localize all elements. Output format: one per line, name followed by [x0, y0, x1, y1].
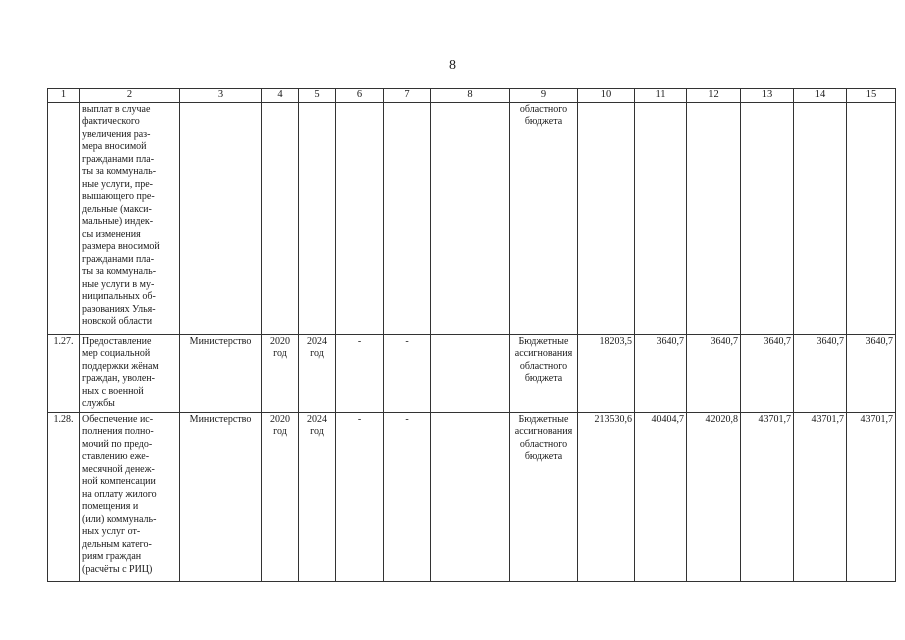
column-6-value: - — [336, 412, 384, 581]
column-header: 3 — [180, 89, 262, 103]
column-header: 11 — [635, 89, 687, 103]
executor: Министерство — [180, 412, 262, 581]
start-year — [262, 102, 299, 334]
executor — [180, 102, 262, 334]
table-row — [48, 334, 896, 412]
table-row — [48, 102, 896, 334]
amount-2024: 3640,7 — [847, 334, 896, 412]
row-number: 1.28. — [48, 412, 80, 581]
column-header: 10 — [578, 89, 635, 103]
column-8-value — [431, 334, 510, 412]
column-header: 12 — [687, 89, 741, 103]
header-row — [48, 89, 896, 103]
column-header: 7 — [384, 89, 431, 103]
measure-description: Обеспечение ис- полнения полно- мочий по предо- ставлению еже- месячной денеж- ной компенсации на оплату жилого помещения и (или) коммуналь- ных услуг от- дельным катего- риям граждан (расчёты с РИЦ) — [80, 412, 180, 581]
amount-2023: 3640,7 — [794, 334, 847, 412]
amount-total — [578, 102, 635, 334]
funding-source: областного бюджета — [510, 102, 578, 334]
amount-2021: 42020,8 — [687, 412, 741, 581]
program-table — [47, 88, 896, 582]
amount-2020 — [635, 102, 687, 334]
column-header: 2 — [80, 89, 180, 103]
table-row — [48, 412, 896, 581]
end-year: 2024 год — [299, 412, 336, 581]
page-number: 8 — [449, 58, 456, 73]
amount-2024: 43701,7 — [847, 412, 896, 581]
start-year: 2020 год — [262, 412, 299, 581]
funding-source: Бюджетные ассигнования областного бюджета — [510, 334, 578, 412]
funding-source: Бюджетные ассигнования областного бюджета — [510, 412, 578, 581]
amount-2020: 40404,7 — [635, 412, 687, 581]
amount-2022 — [741, 102, 794, 334]
column-7-value: - — [384, 412, 431, 581]
column-8-value — [431, 102, 510, 334]
column-header: 1 — [48, 89, 80, 103]
amount-total: 18203,5 — [578, 334, 635, 412]
column-header: 14 — [794, 89, 847, 103]
measure-description: выплат в случае фактического увеличения раз- мера вносимой гражданами пла- ты за коммуналь- ные услуги, пре- вышающего пре- дельные (макси- мальные) индек- сы изменения размера вносимой гражданами пла- ты за коммуналь- ные услуги в му- ниципальных об- разованиях Улья- новской области — [80, 102, 180, 334]
column-header: 5 — [299, 89, 336, 103]
column-7-value — [384, 102, 431, 334]
amount-2024 — [847, 102, 896, 334]
start-year: 2020 год — [262, 334, 299, 412]
amount-2020: 3640,7 — [635, 334, 687, 412]
amount-2021 — [687, 102, 741, 334]
amount-2022: 3640,7 — [741, 334, 794, 412]
column-header: 6 — [336, 89, 384, 103]
column-header: 9 — [510, 89, 578, 103]
amount-total: 213530,6 — [578, 412, 635, 581]
column-6-value — [336, 102, 384, 334]
column-header: 4 — [262, 89, 299, 103]
measure-description: Предоставление мер социальной поддержки жёнам граждан, уволен- ных с военной службы — [80, 334, 180, 412]
amount-2023 — [794, 102, 847, 334]
amount-2023: 43701,7 — [794, 412, 847, 581]
row-number — [48, 102, 80, 334]
column-header: 15 — [847, 89, 896, 103]
column-header: 13 — [741, 89, 794, 103]
column-7-value: - — [384, 334, 431, 412]
column-header: 8 — [431, 89, 510, 103]
end-year: 2024 год — [299, 334, 336, 412]
end-year — [299, 102, 336, 334]
amount-2022: 43701,7 — [741, 412, 794, 581]
amount-2021: 3640,7 — [687, 334, 741, 412]
executor: Министерство — [180, 334, 262, 412]
row-number: 1.27. — [48, 334, 80, 412]
column-8-value — [431, 412, 510, 581]
column-6-value: - — [336, 334, 384, 412]
